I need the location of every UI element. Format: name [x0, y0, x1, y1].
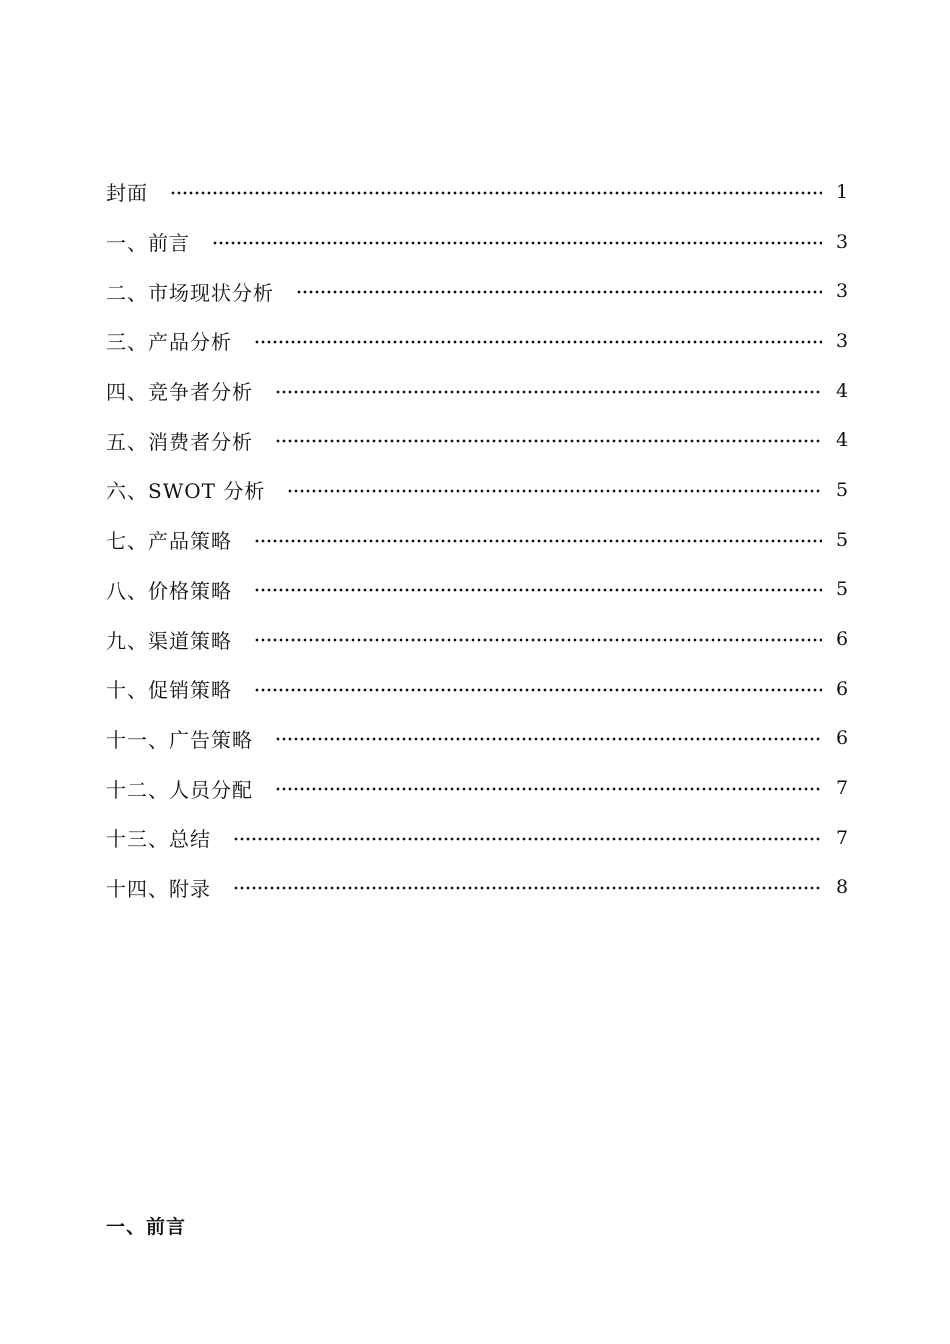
toc-entry-staffing[interactable] — [106, 763, 848, 813]
toc-entry-title: 七、产品策略 — [106, 529, 232, 554]
toc-dot-leader — [296, 290, 822, 294]
table-of-contents — [106, 167, 848, 912]
toc-dot-leader — [254, 688, 822, 692]
toc-entry-title: 三、产品分析 — [106, 330, 232, 355]
toc-page-number: 1 — [836, 180, 849, 203]
toc-entry-title: 十三、总结 — [106, 827, 211, 852]
toc-entry-preface[interactable] — [106, 217, 848, 267]
toc-dot-leader — [275, 737, 822, 741]
toc-entry-title: 四、竞争者分析 — [106, 380, 253, 405]
toc-entry-title: 二、市场现状分析 — [106, 280, 274, 305]
toc-page-number: 3 — [836, 230, 849, 253]
toc-entry-consumer-analysis[interactable] — [106, 415, 848, 465]
toc-dot-leader — [254, 539, 822, 543]
toc-dot-leader — [254, 588, 822, 592]
toc-entry-promotion-strategy[interactable] — [106, 664, 848, 714]
toc-page-number: 5 — [836, 478, 849, 501]
toc-dot-leader — [170, 191, 822, 195]
toc-dot-leader — [275, 390, 822, 394]
toc-page-number: 8 — [836, 876, 849, 899]
toc-entry-title: 九、渠道策略 — [106, 628, 232, 653]
toc-entry-title: 十、促销策略 — [106, 678, 232, 703]
toc-entry-product-analysis[interactable] — [106, 316, 848, 366]
toc-dot-leader — [275, 439, 822, 443]
toc-page-number: 4 — [836, 429, 849, 452]
section-heading-preface: 一、前言 — [106, 1216, 187, 1238]
toc-dot-leader — [275, 787, 822, 791]
toc-dot-leader — [254, 638, 822, 642]
toc-page-number: 3 — [836, 329, 849, 352]
toc-entry-appendix[interactable] — [106, 863, 848, 913]
toc-entry-product-strategy[interactable] — [106, 515, 848, 565]
toc-page-number: 3 — [836, 280, 849, 303]
toc-entry-summary[interactable] — [106, 813, 848, 863]
toc-entry-swot-analysis[interactable] — [106, 465, 848, 515]
toc-page-number: 6 — [836, 727, 849, 750]
toc-entry-competitor-analysis[interactable] — [106, 366, 848, 416]
toc-entry-title: 十四、附录 — [106, 876, 211, 901]
toc-entry-market-analysis[interactable] — [106, 266, 848, 316]
toc-entry-title: 十二、人员分配 — [106, 777, 253, 802]
toc-page-number: 6 — [836, 628, 849, 651]
toc-page-number: 5 — [836, 578, 849, 601]
toc-entry-price-strategy[interactable] — [106, 565, 848, 615]
toc-dot-leader — [287, 489, 822, 493]
toc-page-number: 7 — [836, 826, 849, 849]
toc-dot-leader — [254, 340, 822, 344]
toc-dot-leader — [233, 886, 822, 890]
toc-dot-leader — [233, 837, 822, 841]
toc-page-number: 4 — [836, 379, 849, 402]
toc-entry-title: 五、消费者分析 — [106, 429, 253, 454]
toc-entry-title: 封面 — [106, 181, 148, 206]
toc-page-number: 6 — [836, 677, 849, 700]
toc-entry-cover[interactable] — [106, 167, 848, 217]
toc-entry-title: 一、前言 — [106, 231, 190, 256]
toc-entry-title: 十一、广告策略 — [106, 727, 253, 752]
toc-entry-title: 八、价格策略 — [106, 578, 232, 603]
toc-entry-title: 六、SWOT 分析 — [106, 479, 266, 504]
toc-dot-leader — [212, 241, 822, 245]
toc-entry-advertising-strategy[interactable] — [106, 714, 848, 764]
toc-page-number: 5 — [836, 528, 849, 551]
toc-page-number: 7 — [836, 777, 849, 800]
toc-entry-channel-strategy[interactable] — [106, 614, 848, 664]
